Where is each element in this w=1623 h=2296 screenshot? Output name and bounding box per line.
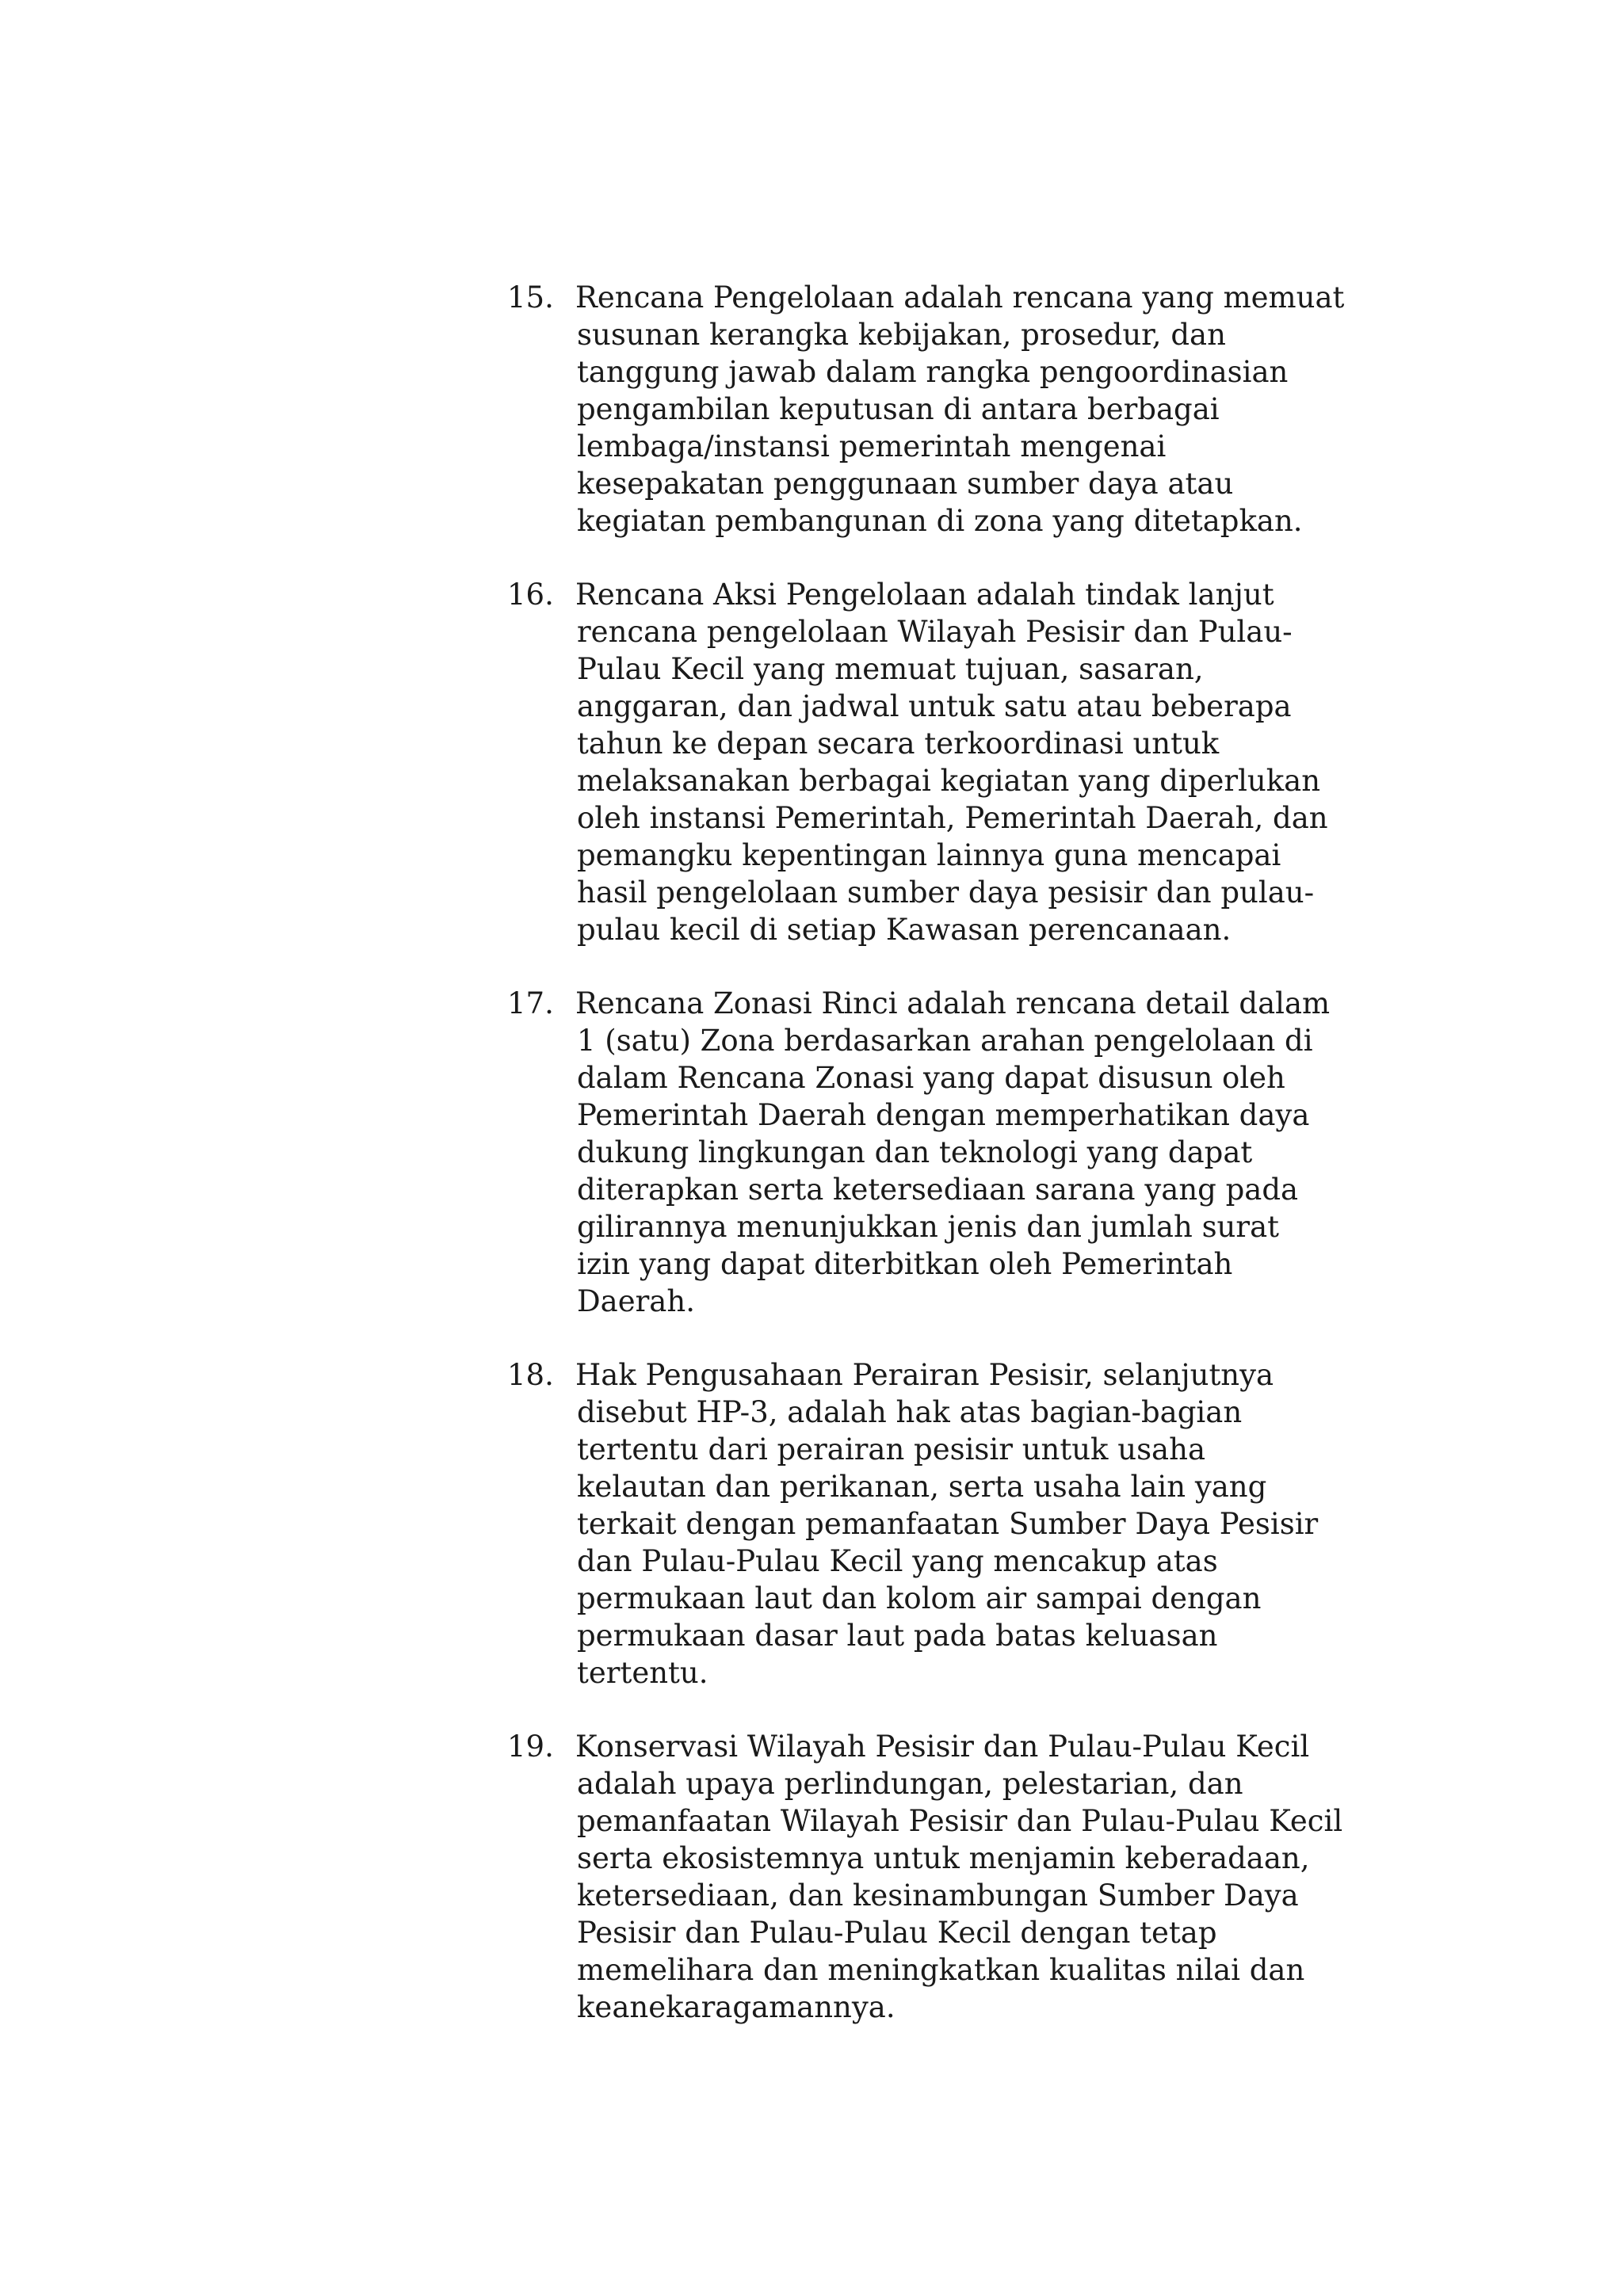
item-text-line: Rencana Pengelolaan adalah rencana yang memuat: [575, 280, 1345, 315]
item-text-line: Pulau Kecil yang memuat tujuan, sasaran,: [577, 652, 1204, 686]
definition-item: [0, 1728, 1623, 2026]
item-text-line: melaksanakan berbagai kegiatan yang diperlukan: [577, 764, 1321, 798]
item-text-line: susunan kerangka kebijakan, prosedur, dan: [577, 318, 1226, 352]
item-text-line: Pemerintah Daerah dengan memperhatikan daya: [577, 1098, 1310, 1132]
item-text-line: pengambilan keputusan di antara berbagai: [577, 392, 1220, 426]
item-text-line: Hak Pengusahaan Perairan Pesisir, selanjutnya: [575, 1358, 1274, 1392]
item-text-line: Pesisir dan Pulau-Pulau Kecil dengan tetap: [577, 1916, 1217, 1950]
item-text-line: dukung lingkungan dan teknologi yang dapat: [577, 1135, 1253, 1169]
item-text-line: pemangku kepentingan lainnya guna mencapai: [577, 838, 1281, 872]
item-text-line: keanekaragamannya.: [577, 1990, 896, 2024]
item-text-line: tertentu.: [577, 1656, 708, 1690]
item-text-line: pulau kecil di setiap Kawasan perencanaan.: [577, 913, 1232, 947]
item-text-line: kegiatan pembangunan di zona yang ditetapkan.: [577, 504, 1303, 538]
item-text-line: terkait dengan pemanfaatan Sumber Daya Pesisir: [577, 1507, 1319, 1541]
item-text-line: memelihara dan meningkatkan kualitas nilai dan: [577, 1953, 1305, 1987]
item-text-line: rencana pengelolaan Wilayah Pesisir dan Pulau-: [577, 615, 1293, 649]
item-text-line: Rencana Aksi Pengelolaan adalah tindak lanjut: [575, 578, 1274, 612]
item-text-line: diterapkan serta ketersediaan sarana yang pada: [577, 1173, 1299, 1207]
item-text-line: oleh instansi Pemerintah, Pemerintah Daerah, dan: [577, 801, 1328, 835]
item-number: 19.: [507, 1730, 554, 1764]
definition-list: [0, 279, 1623, 2062]
item-text-line: 1 (satu) Zona berdasarkan arahan pengelolaan di: [577, 1024, 1313, 1058]
item-number: 16.: [507, 578, 554, 612]
item-text-line: dan Pulau-Pulau Kecil yang mencakup atas: [577, 1544, 1218, 1578]
item-text-line: tertentu dari perairan pesisir untuk usaha: [577, 1432, 1206, 1466]
definition-item: [0, 576, 1623, 948]
item-text-line: Daerah.: [577, 1284, 695, 1318]
item-text-line: kesepakatan penggunaan sumber daya atau: [577, 467, 1234, 501]
item-text-line: izin yang dapat diterbitkan oleh Pemerintah: [577, 1247, 1233, 1281]
item-text-line: anggaran, dan jadwal untuk satu atau beberapa: [577, 689, 1292, 723]
item-text-line: Rencana Zonasi Rinci adalah rencana detail dalam: [575, 986, 1331, 1020]
item-text-line: pemanfaatan Wilayah Pesisir dan Pulau-Pulau Kecil: [577, 1804, 1343, 1838]
item-text-line: hasil pengelolaan sumber daya pesisir dan pulau-: [577, 875, 1315, 910]
item-text-line: kelautan dan perikanan, serta usaha lain yang: [577, 1470, 1267, 1504]
item-text-line: disebut HP-3, adalah hak atas bagian-bagian: [577, 1395, 1243, 1429]
item-text-line: permukaan laut dan kolom air sampai dengan: [577, 1581, 1262, 1615]
item-text-line: adalah upaya perlindungan, pelestarian, dan: [577, 1767, 1243, 1801]
definition-item: [0, 1356, 1623, 1691]
item-number: 17.: [507, 986, 554, 1020]
item-text-line: lembaga/instansi pemerintah mengenai: [577, 429, 1167, 463]
item-text-line: Konservasi Wilayah Pesisir dan Pulau-Pulau Kecil: [575, 1730, 1310, 1764]
item-number: 15.: [507, 280, 554, 315]
item-number: 18.: [507, 1358, 554, 1392]
item-text-line: tahun ke depan secara terkoordinasi untuk: [577, 727, 1220, 761]
definition-item: [0, 279, 1623, 540]
item-text-line: gilirannya menunjukkan jenis dan jumlah surat: [577, 1210, 1279, 1244]
item-text-line: serta ekosistemnya untuk menjamin keberadaan,: [577, 1841, 1310, 1875]
item-text-line: permukaan dasar laut pada batas keluasan: [577, 1619, 1218, 1653]
item-text-line: dalam Rencana Zonasi yang dapat disusun oleh: [577, 1061, 1285, 1095]
item-text-line: ketersediaan, dan kesinambungan Sumber Daya: [577, 1878, 1299, 1913]
item-text-line: tanggung jawab dalam rangka pengoordinasian: [577, 355, 1289, 389]
definition-item: [0, 985, 1623, 1320]
